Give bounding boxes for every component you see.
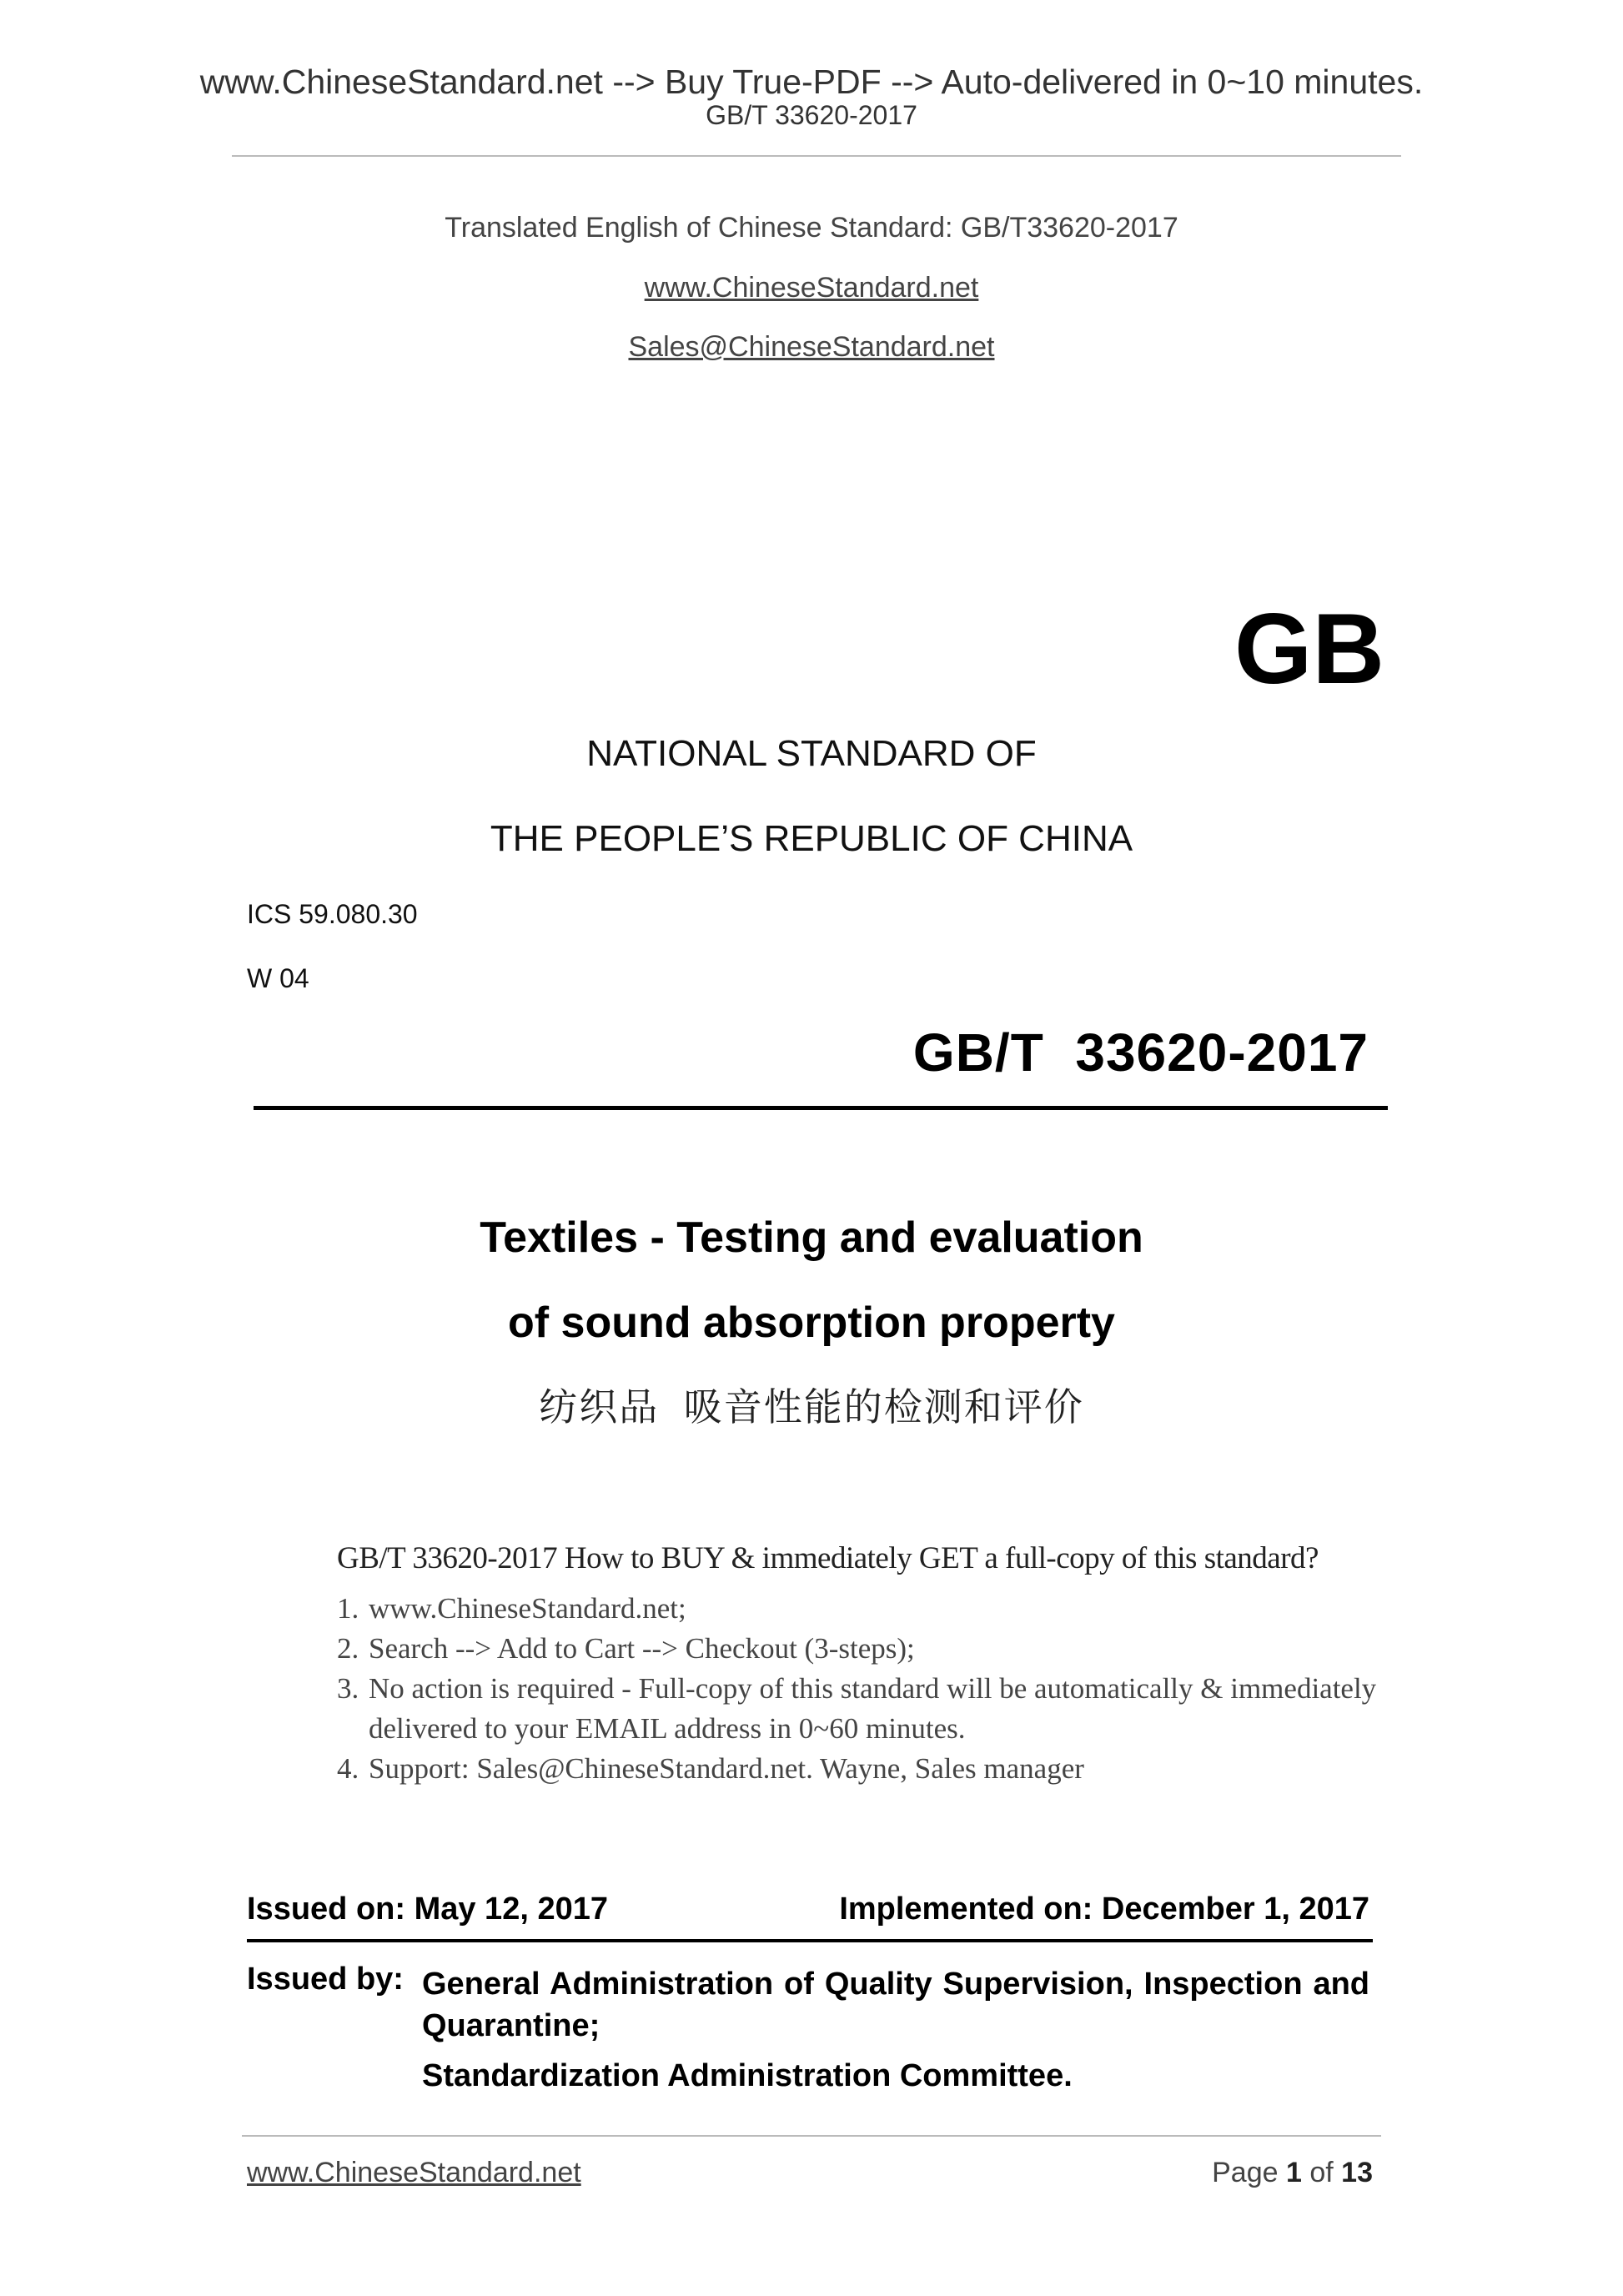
page-prefix: Page [1212,2157,1279,2188]
translated-note: Translated English of Chinese Standard: GB/T33620-2017 [445,212,1178,244]
national-standard-line2: THE PEOPLE’S REPUBLIC OF CHINA [490,818,1133,859]
standard-number: GB/T 33620-2017 [912,1022,1369,1083]
step-text: No action is required - Full-copy of this standard will be automatically & immediately delivered to your EMAIL address in 0~60 minutes. [369,1672,1377,1745]
buy-heading: GB/T 33620-2017 How to BUY & immediately GET a full-copy of this standard? [337,1541,1319,1575]
buy-steps [337,1589,1421,1789]
gb-mark: GB [1234,593,1384,705]
buy-step [337,1589,1421,1629]
issued-date: Issued on: May 12, 2017 [247,1892,608,1927]
title-line1: Textiles - Testing and evaluation [480,1213,1143,1262]
issuer-primary: General Administration of Quality Supervision, Inspection and Quarantine; [422,1967,1369,2043]
site-link[interactable]: www.ChineseStandard.net [644,272,979,304]
step-text[interactable]: www.ChineseStandard.net; [369,1592,686,1625]
step-number: 4. [337,1752,359,1785]
issuer-label: Issued by: [247,1962,404,1997]
issuer-secondary: Standardization Administration Committee. [422,2058,1073,2093]
buy-step [337,1629,1421,1669]
step-number: 3. [337,1672,359,1705]
step-number: 1. [337,1592,359,1625]
site-link-row [0,274,1623,302]
header-divider [232,155,1401,157]
top-banner: www.ChineseStandard.net --> Buy True-PDF --> Auto-delivered in 0~10 minutes. [199,63,1424,101]
buy-instructions [337,1543,1421,1789]
standard-number-divider [254,1106,1388,1110]
step-number: 2. [337,1632,359,1665]
email-link-row [0,333,1623,361]
page-total: 13 [1341,2157,1373,2188]
page-current: 1 [1285,2157,1302,2188]
title-line2: of sound absorption property [508,1299,1115,1347]
ics-code: ICS 59.080.30 [247,899,418,929]
page-of: of [1309,2157,1334,2188]
header-standard-code: GB/T 33620-2017 [706,100,917,130]
buy-step [337,1749,1421,1789]
buy-step [337,1669,1421,1749]
email-link[interactable]: Sales@ChineseStandard.net [628,331,995,363]
page-indicator [1212,2158,1373,2187]
footer-site-link[interactable]: www.ChineseStandard.net [247,2157,581,2188]
footer-divider [242,2135,1381,2137]
step-text: Support: Sales@ChineseStandard.net. Wayne, Sales manager [369,1752,1084,1785]
implemented-date: Implemented on: December 1, 2017 [839,1892,1369,1927]
step-text: Search --> Add to Cart --> Checkout (3-steps); [369,1632,915,1665]
ccs-code: W 04 [247,963,309,993]
national-standard-line1: NATIONAL STANDARD OF [586,733,1037,774]
dates-divider [247,1939,1373,1942]
title-chinese: 纺织品 吸音性能的检测和评价 [539,1385,1084,1429]
